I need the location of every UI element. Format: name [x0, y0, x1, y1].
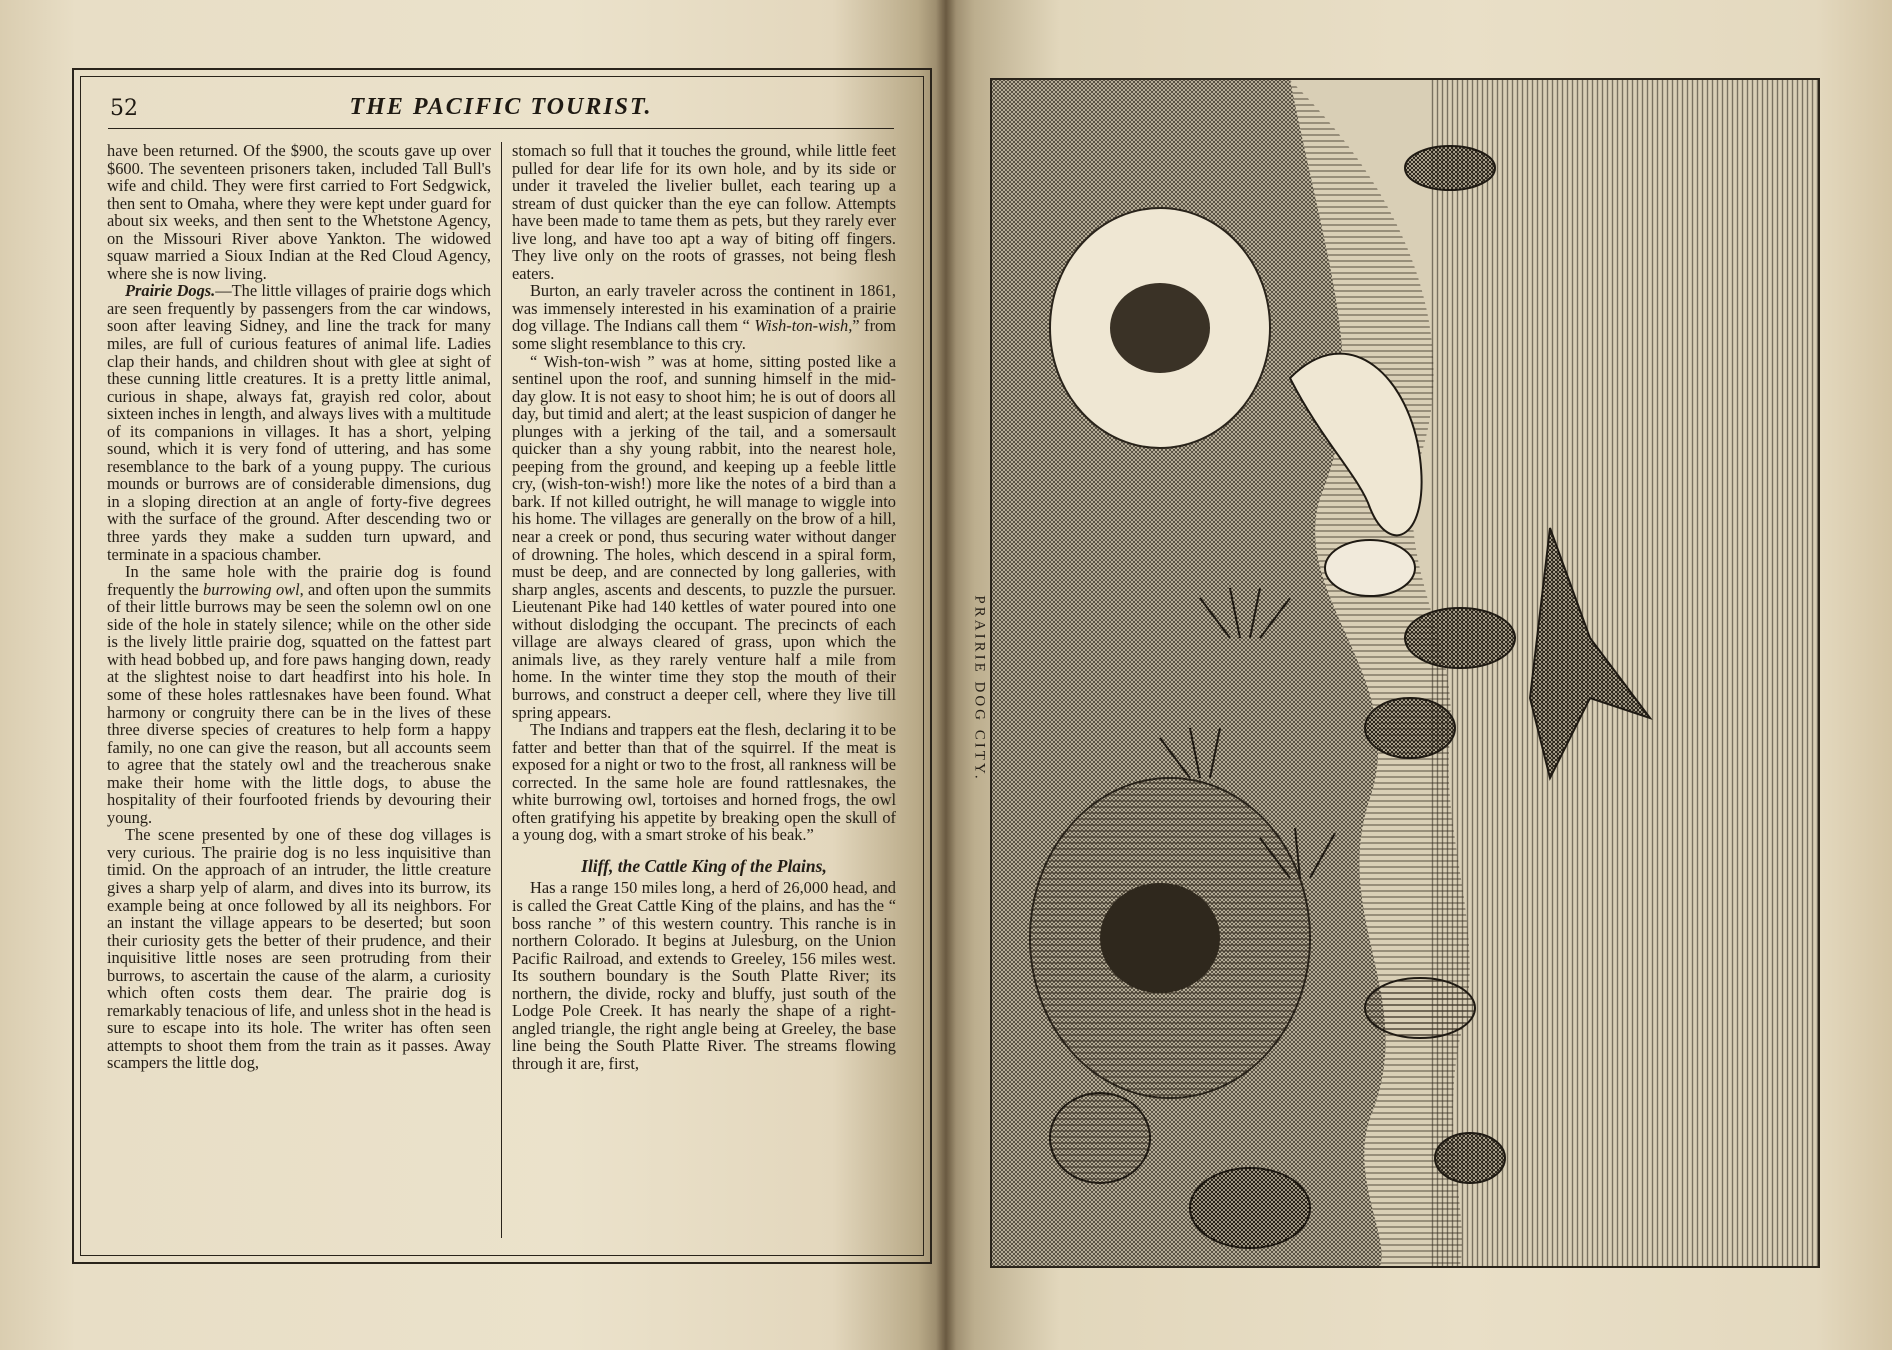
paragraph: The Indians and trappers eat the flesh, declaring it to be fatter and better than that of the squirrel. If the meat is exposed for a night or two to the frost, all rankness will be corrected. In the same hole are found rattlesnakes, the white burrowing owl, tortoises and horned frogs, the owl often gratifying his appetite by breaking open the skull of a young dog, with a smart stroke of his beak.” — [512, 720, 896, 845]
paragraph: stomach so full that it touches the ground, while little feet pulled for dear life for its own hole, and by its side or under it traveled the livelier bullet, each tearing up a stream of dust quicker than the eye can follow. Attempts have been made to tame them as pets, but they rarely ever live long, and have too apt a way of biting off fingers. They live only on the roots of grasses, not being flesh eaters. — [512, 141, 896, 283]
sky-hatching — [1430, 80, 1818, 1266]
paragraph: Burton, an early traveler across the continent in 1861, was immensely interested in his examination of a prairie dog village. The Indians call them “ Wish-ton-wish,” from some slight resemblance to this cry. — [512, 281, 896, 354]
text-column-left — [107, 142, 491, 1072]
prairie-dog-figure — [1365, 978, 1475, 1038]
column-divider — [501, 142, 502, 1238]
prairie-dog-figure — [1190, 1168, 1310, 1248]
text-column-right — [512, 142, 896, 1072]
paragraph: The scene presented by one of these dog villages is very curious. The prairie dog is no less inquisitive than timid. On the approach of an intruder, the little creature gives a sharp yelp of alarm, and dives into its burrow, its example being at once followed by all its neighbors. For an instant the village appears to be deserted; but soon their curiosity gets the better of their prudence, and their inquisitive little noses are seen protruding from their burrows, to ascertain the cause of the alarm, a curiosity which often costs them dear. The prairie dog is remarkably tenacious of life, and unless shot in the head is sure to escape into its hole. The writer has often seen attempts to shoot them from the train as it passes. Away scampers the little dog, — [107, 825, 491, 1073]
engraving-prairie-dog-city — [990, 78, 1820, 1268]
paragraph: have been returned. Of the $900, the scouts gave up over $600. The seventeen prisoners taken, included Tall Bull's wife and child. They were first carried to Fort Sedgwick, then sent to Omaha, where they were kept under guard for about six weeks, and then sent to the Whetstone Agency, on the Missouri River above Yankton. The widowed squaw married a Sioux Indian at the Red Cloud Agency, where she is now living. — [107, 141, 491, 283]
prairie-dog-figure — [1050, 1093, 1150, 1183]
paragraph: Has a range 150 miles long, a herd of 26,000 head, and is called the Great Cattle King of the plains, and has the “ boss ranche ” of this western country. This ranche is in northern Colorado. It begins at Julesburg, on the Union Pacific Railroad, and extends to Greeley, 156 miles west. Its southern boundary is the South Platte River; its northern, the divide, rocky and bluffy, just south of the Lodge Pole Creek. It has nearly the shape of a right-angled triangle, the right angle being at Greeley, the base line being the South Platte River. The streams flowing through it are, first, — [512, 878, 896, 1073]
plate-caption: PRAIRIE DOG CITY. — [971, 595, 988, 782]
paragraph: “ Wish-ton-wish ” was at home, sitting posted like a sentinel upon the roof, and sunning himself in the mid-day glow. It is not easy to shoot him; he is out of doors all day, but timid and alert; at the least suspicion of danger he plunges with a jerking of the tail, and a somersault quicker than a shy young rabbit, into the nearest hole, peeping from the ground, and keeping up a feeble little cry, (wish-ton-wish!) more like the notes of a bird than a bark. If not killed outright, he will manage to wiggle into his home. The villages are generally on the brow of a hill, near a creek or pond, thus securing water without danger of drowning. The holes, which descend in a spiral form, must be deep, and are connected by long galleries, with sharp angles, ascents and descents, to puzzle the pursuer. Lieutenant Pike had 140 kettles of water poured into one without dislodging the occupant. The precincts of each village are always cleared of grass, upon which the animals live, as they rarely venture half a mile from home. In the winter time they stop the mouth of their burrows, and construct a deeper cell, where they live till spring appears. — [512, 351, 896, 722]
page-number: 52 — [110, 96, 138, 121]
burrow-hole — [1100, 883, 1220, 993]
prairie-dog-figure — [1405, 608, 1515, 668]
prairie-dog-figure — [1405, 146, 1495, 190]
paragraph: Prairie Dogs.—The little villages of prairie dogs which are seen frequently by passengers from the car windows, soon after leaving Sidney, and line the track for many miles, are full of curious features of animal life. Ladies clap their hands, and children shout with glee at sight of these cunning little creatures. It is a pretty little animal, curious in shape, always fat, grayish red color, about sixteen inches in length, and always lives with a multitude of its companions in villages. It has a short, yelping sound, which it is very fond of uttering, and has some resemblance to the bark of a young puppy. The curious mounds or burrows are of considerable dimensions, dug in a sloping direction at an angle of forty-five degrees with the surface of the ground. After descending two or three yards they make a sudden turn upward, and terminate in a spacious chamber. — [107, 281, 491, 564]
prairie-dog-figure — [1435, 1133, 1505, 1183]
page-header — [108, 92, 894, 129]
burrow-hole — [1110, 283, 1210, 373]
prairie-dog-figure — [1365, 698, 1455, 758]
running-title: THE PACIFIC TOURIST. — [349, 94, 653, 120]
section-heading-prairie-dogs: Prairie Dogs. — [125, 281, 216, 301]
prairie-dog-figure — [1325, 540, 1415, 596]
book-gutter — [936, 0, 956, 1350]
section-title-iliff: Iliff, the Cattle King of the Plains, — [581, 855, 827, 876]
paragraph: In the same hole with the prairie dog is found frequently the burrowing owl, and often upon the summits of their little burrows may be seen the solemn owl on one side of the hole in stately silence; while on the other side is the lively little prairie dog, squatted on the fattest part with head bobbed up, and fore paws hanging down, ready at the slightest noise to dart headfirst into his hole. In some of these holes rattlesnakes have been found. What harmony or congruity there can be in the lives of these three diverse species of creatures to help form a happy family, no one can give the reason, but all accounts seem to agree that the stately owl and the treacherous snake make their home with the little dogs, to abuse the hospitality of their fourfooted friends by devouring their young. — [107, 562, 491, 827]
